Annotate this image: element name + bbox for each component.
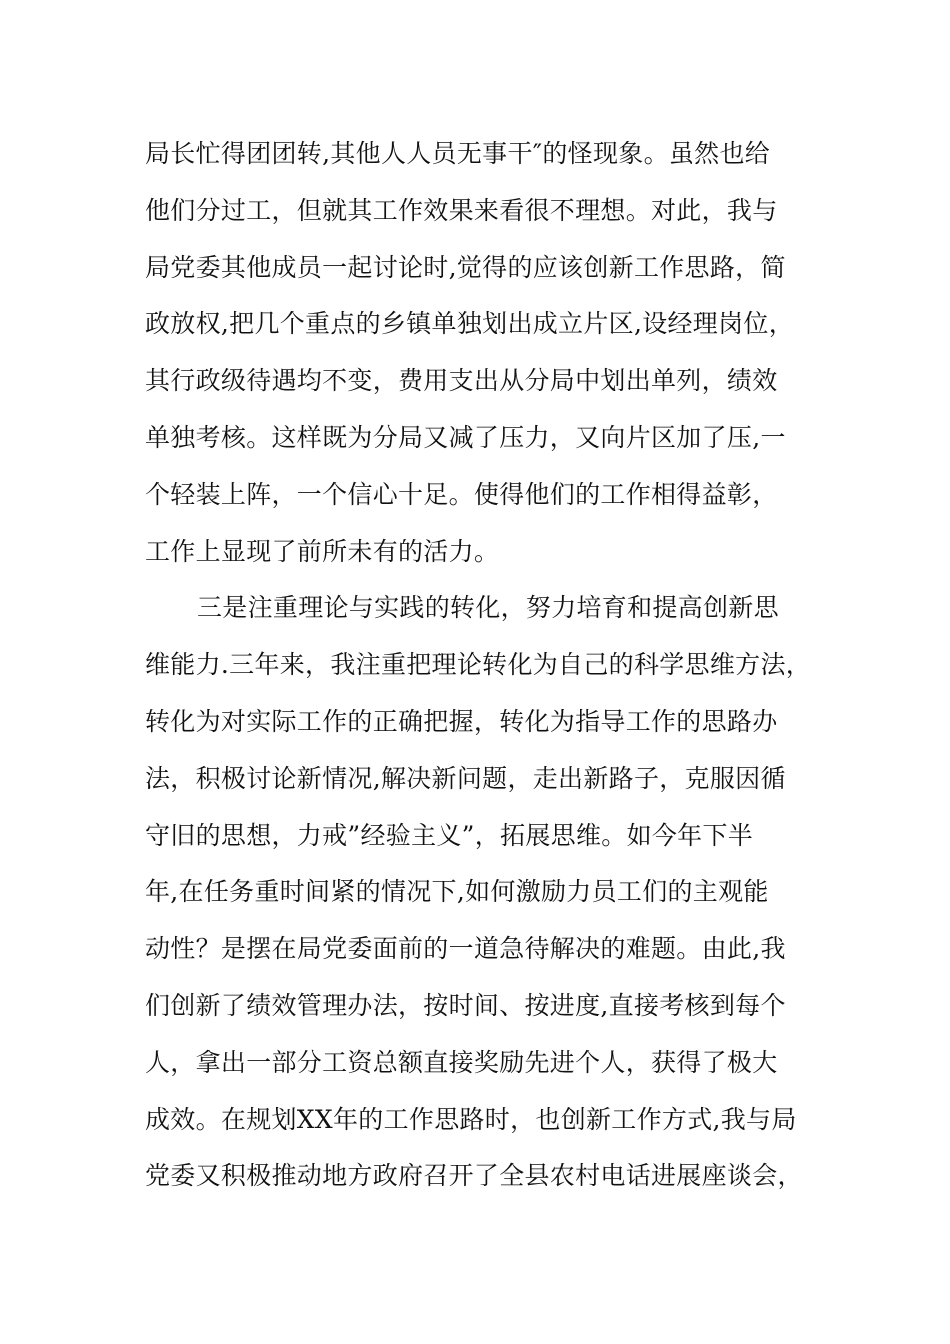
text-line: 局长忙得团团转,其他人人员无事干″的怪现象。虽然也给 [145,139,771,168]
text-line: 们创新了绩效管理办法，按时间、按进度,直接考核到每个 [145,990,786,1020]
text-line: 局党委其他成员一起讨论时,觉得的应该创新工作思路，简 [145,252,786,282]
text-line: 守旧的思想，力戒”经验主义”，拓展思维。如今年下半 [145,820,754,850]
text-line: 成效。在规划XX年的工作思路时，也创新工作方式,我与局 [145,1104,797,1134]
text-line: 其行政级待遇均不变，费用支出从分局中划出单列，绩效 [145,366,778,396]
text-line: 政放权,把几个重点的乡镇单独划出成立片区,设经理岗位， [145,309,794,339]
text-line: 年,在任务重时间紧的情况下,如何激励力员工们的主观能 [145,877,769,907]
text-line: 人，拿出一部分工资总额直接奖励先进个人，获得了极大 [145,1047,778,1077]
text-line: 工作上显现了前所未有的活力。 [145,536,500,566]
text-line: 维能力.三年来，我注重把理论转化为自己的科学思维方法， [145,650,812,680]
text-line: 法，积极讨论新情况,解决新问题，走出新路子，克服因循 [145,763,786,793]
text-line: 转化为对实际工作的正确把握，转化为指导工作的思路办 [145,706,778,736]
text-line: 单独考核。这样既为分局又减了压力，又向片区加了压,一 [145,422,786,452]
body-text [145,126,835,1205]
text-line: 他们分过工，但就其工作效果来看很不理想。对此，我与 [145,195,778,225]
text-line: 个轻装上阵，一个信心十足。使得他们的工作相得益彰， [145,479,778,509]
text-line: 动性？是摆在局党委面前的一道急待解决的难题。由此,我 [145,934,786,964]
paragraph-start-line: 三是注重理论与实践的转化，努力培育和提高创新思 [197,593,779,623]
text-line: 党委又积极推动地方政府召开了全县农村电话进展座谈会， [145,1161,803,1191]
